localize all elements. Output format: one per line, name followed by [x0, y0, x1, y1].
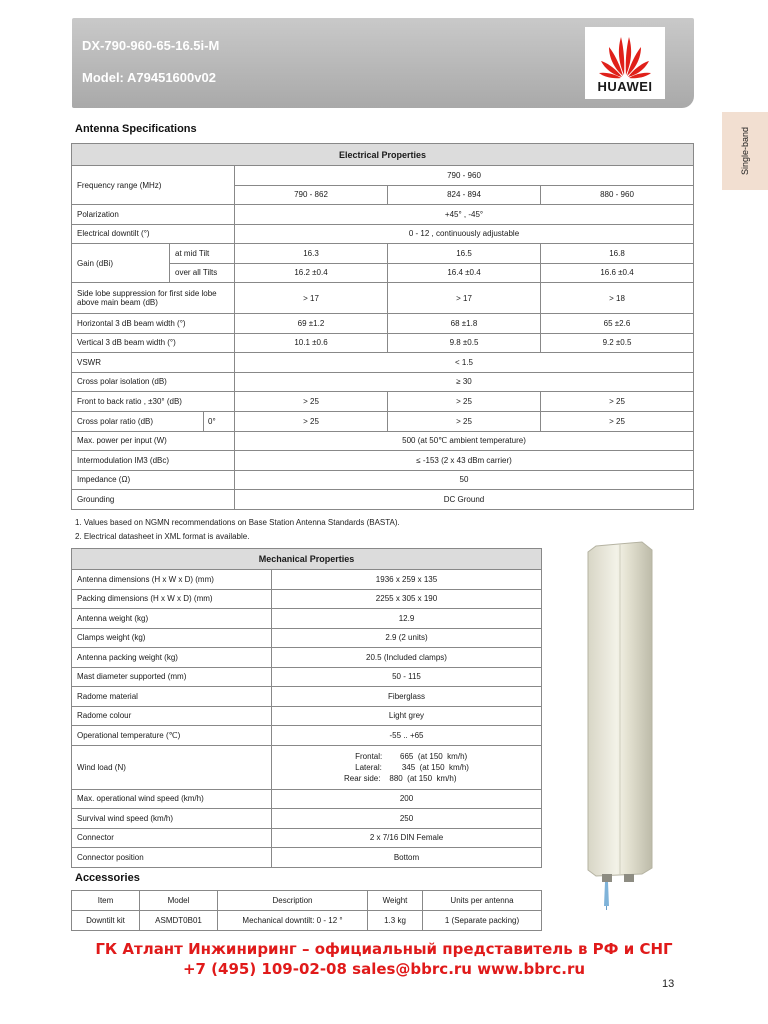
sidelobe-2: > 17 [388, 283, 541, 314]
mech-row-value: -55 .. +65 [272, 726, 542, 746]
side-tab [722, 112, 768, 190]
acc-units: 1 (Separate packing) [423, 911, 542, 931]
notes [75, 516, 400, 544]
footer-contacts: +7 (495) 109-02-08 sales@bbrc.ru www.bbrc.ru [182, 960, 586, 978]
acc-header-model: Model [140, 891, 218, 911]
mech-row-label: Antenna dimensions (H x W x D) (mm) [72, 570, 272, 590]
downtilt-value: 0 - 12 , continuously adjustable [235, 224, 694, 244]
note-1: 1. Values based on NGMN recommendations on Base Station Antenna Standards (BASTA). [75, 518, 400, 527]
mech-row-value: 250 [272, 809, 542, 829]
model-number: Model: A79451600v02 [82, 70, 216, 85]
wind-label: Wind load (N) [72, 745, 272, 789]
side-tab-label: Single-band [740, 126, 750, 176]
mech-row-value: Light grey [272, 706, 542, 726]
gain-label: Gain (dBi) [72, 244, 170, 283]
mech-row-value: Fiberglass [272, 687, 542, 707]
gain-mid-3: 16.8 [541, 244, 694, 264]
fb-2: > 25 [388, 392, 541, 412]
fb-label: Front to back ratio , ±30° (dB) [72, 392, 235, 412]
gain-all-label: over all Tilts [170, 263, 235, 283]
acc-header-description: Description [218, 891, 368, 911]
mech-row-label: Operational temperature (℃) [72, 726, 272, 746]
mech-row-label: Radome colour [72, 706, 272, 726]
wind-values [272, 745, 542, 789]
vswr-value: < 1.5 [235, 353, 694, 373]
wind-rear: Rear side: 880 (at 150 km/h) [344, 773, 457, 783]
sidelobe-3: > 18 [541, 283, 694, 314]
mech-row-value: 12.9 [272, 609, 542, 629]
acc-description: Mechanical downtilt: 0 - 12 ° [218, 911, 368, 931]
mech-row-label: Mast diameter supported (mm) [72, 667, 272, 687]
accessories-table [71, 890, 542, 931]
impedance-value: 50 [235, 470, 694, 490]
huawei-logo [585, 27, 665, 99]
freq-sub3: 880 - 960 [541, 185, 694, 205]
im-label: Intermodulation IM3 (dBc) [72, 451, 235, 471]
acc-header-item: Item [72, 891, 140, 911]
acc-header-weight: Weight [368, 891, 423, 911]
mech-row-value: 1936 x 259 x 135 [272, 570, 542, 590]
vbw-3: 9.2 ±0.5 [541, 333, 694, 353]
hbw-label: Horizontal 3 dB beam width (°) [72, 314, 235, 334]
grounding-label: Grounding [72, 490, 235, 510]
mech-row-value: 200 [272, 789, 542, 809]
gain-all-2: 16.4 ±0.4 [388, 263, 541, 283]
vswr-label: VSWR [72, 353, 235, 373]
electrical-band-title: Electrical Properties [72, 144, 694, 166]
electrical-table [71, 143, 694, 510]
mech-row-label: Connector [72, 828, 272, 848]
logo-text: HUAWEI [597, 79, 653, 94]
gain-mid-1: 16.3 [235, 244, 388, 264]
mech-row-value: 2.9 (2 units) [272, 628, 542, 648]
pol-value: +45° , -45° [235, 205, 694, 225]
accessories-title: Accessories [75, 872, 140, 884]
impedance-label: Impedance (Ω) [72, 470, 235, 490]
acc-header-units: Units per antenna [423, 891, 542, 911]
specs-title: Antenna Specifications [75, 123, 197, 135]
vbw-label: Vertical 3 dB beam width (°) [72, 333, 235, 353]
page-number: 13 [662, 978, 675, 990]
mech-row-label: Survival wind speed (km/h) [72, 809, 272, 829]
acc-item: Downtilt kit [72, 911, 140, 931]
vbw-2: 9.8 ±0.5 [388, 333, 541, 353]
gain-mid-2: 16.5 [388, 244, 541, 264]
downtilt-label: Electrical downtilt (°) [72, 224, 235, 244]
gain-mid-label: at mid Tilt [170, 244, 235, 264]
xpr-label: Cross polar ratio (dB) [72, 412, 204, 431]
vbw-1: 10.1 ±0.6 [235, 333, 388, 353]
mech-row-value: 20.5 (Included clamps) [272, 648, 542, 668]
antenna-illustration [580, 540, 670, 910]
mech-row-label: Antenna weight (kg) [72, 609, 272, 629]
wind-frontal: Frontal: 665 (at 150 km/h) [344, 751, 468, 761]
gain-all-3: 16.6 ±0.4 [541, 263, 694, 283]
mech-row-label: Antenna packing weight (kg) [72, 648, 272, 668]
power-value: 500 (at 50℃ ambient temperature) [235, 431, 694, 451]
xpr-label-cell [72, 411, 235, 431]
mech-row-value: 50 - 115 [272, 667, 542, 687]
xpr-sub: 0° [208, 416, 216, 426]
pol-label: Polarization [72, 205, 235, 225]
mech-row-value: 2 x 7/16 DIN Female [272, 828, 542, 848]
product-title: DX-790-960-65-16.5i-M [82, 38, 220, 53]
footer-company: ГК Атлант Инжиниринг – официальный представитель в РФ и СНГ [95, 940, 673, 958]
xpi-value: ≥ 30 [235, 372, 694, 392]
freq-sub2: 824 - 894 [388, 185, 541, 205]
grounding-value: DC Ground [235, 490, 694, 510]
mech-row-label: Connector position [72, 848, 272, 868]
sidelobe-1: > 17 [235, 283, 388, 314]
xpr-1: > 25 [235, 411, 388, 431]
hbw-3: 65 ±2.6 [541, 314, 694, 334]
wind-lateral: Lateral: 345 (at 150 km/h) [344, 762, 469, 772]
mech-row-value: Bottom [272, 848, 542, 868]
freq-label: Frequency range (MHz) [72, 166, 235, 205]
freq-range: 790 - 960 [235, 166, 694, 186]
hbw-1: 69 ±1.2 [235, 314, 388, 334]
mech-row-label: Packing dimensions (H x W x D) (mm) [72, 589, 272, 609]
xpr-3: > 25 [541, 411, 694, 431]
mech-row-label: Radome material [72, 687, 272, 707]
mechanical-band-title: Mechanical Properties [72, 549, 542, 570]
mech-row-value: 2255 x 305 x 190 [272, 589, 542, 609]
fb-1: > 25 [235, 392, 388, 412]
mechanical-table [71, 548, 542, 868]
freq-sub1: 790 - 862 [235, 185, 388, 205]
mech-row-label: Clamps weight (kg) [72, 628, 272, 648]
im-value: ≤ -153 (2 x 43 dBm carrier) [235, 451, 694, 471]
sidelobe-label: Side lobe suppression for first side lobe above main beam (dB) [72, 283, 235, 314]
fb-3: > 25 [541, 392, 694, 412]
acc-model: ASMDT0B01 [140, 911, 218, 931]
hbw-2: 68 ±1.8 [388, 314, 541, 334]
mech-row-label: Max. operational wind speed (km/h) [72, 789, 272, 809]
xpr-2: > 25 [388, 411, 541, 431]
acc-weight: 1.3 kg [368, 911, 423, 931]
note-2: 2. Electrical datasheet in XML format is available. [75, 532, 250, 541]
xpi-label: Cross polar isolation (dB) [72, 372, 235, 392]
power-label: Max. power per input (W) [72, 431, 235, 451]
huawei-flower-icon [595, 31, 655, 79]
gain-all-1: 16.2 ±0.4 [235, 263, 388, 283]
